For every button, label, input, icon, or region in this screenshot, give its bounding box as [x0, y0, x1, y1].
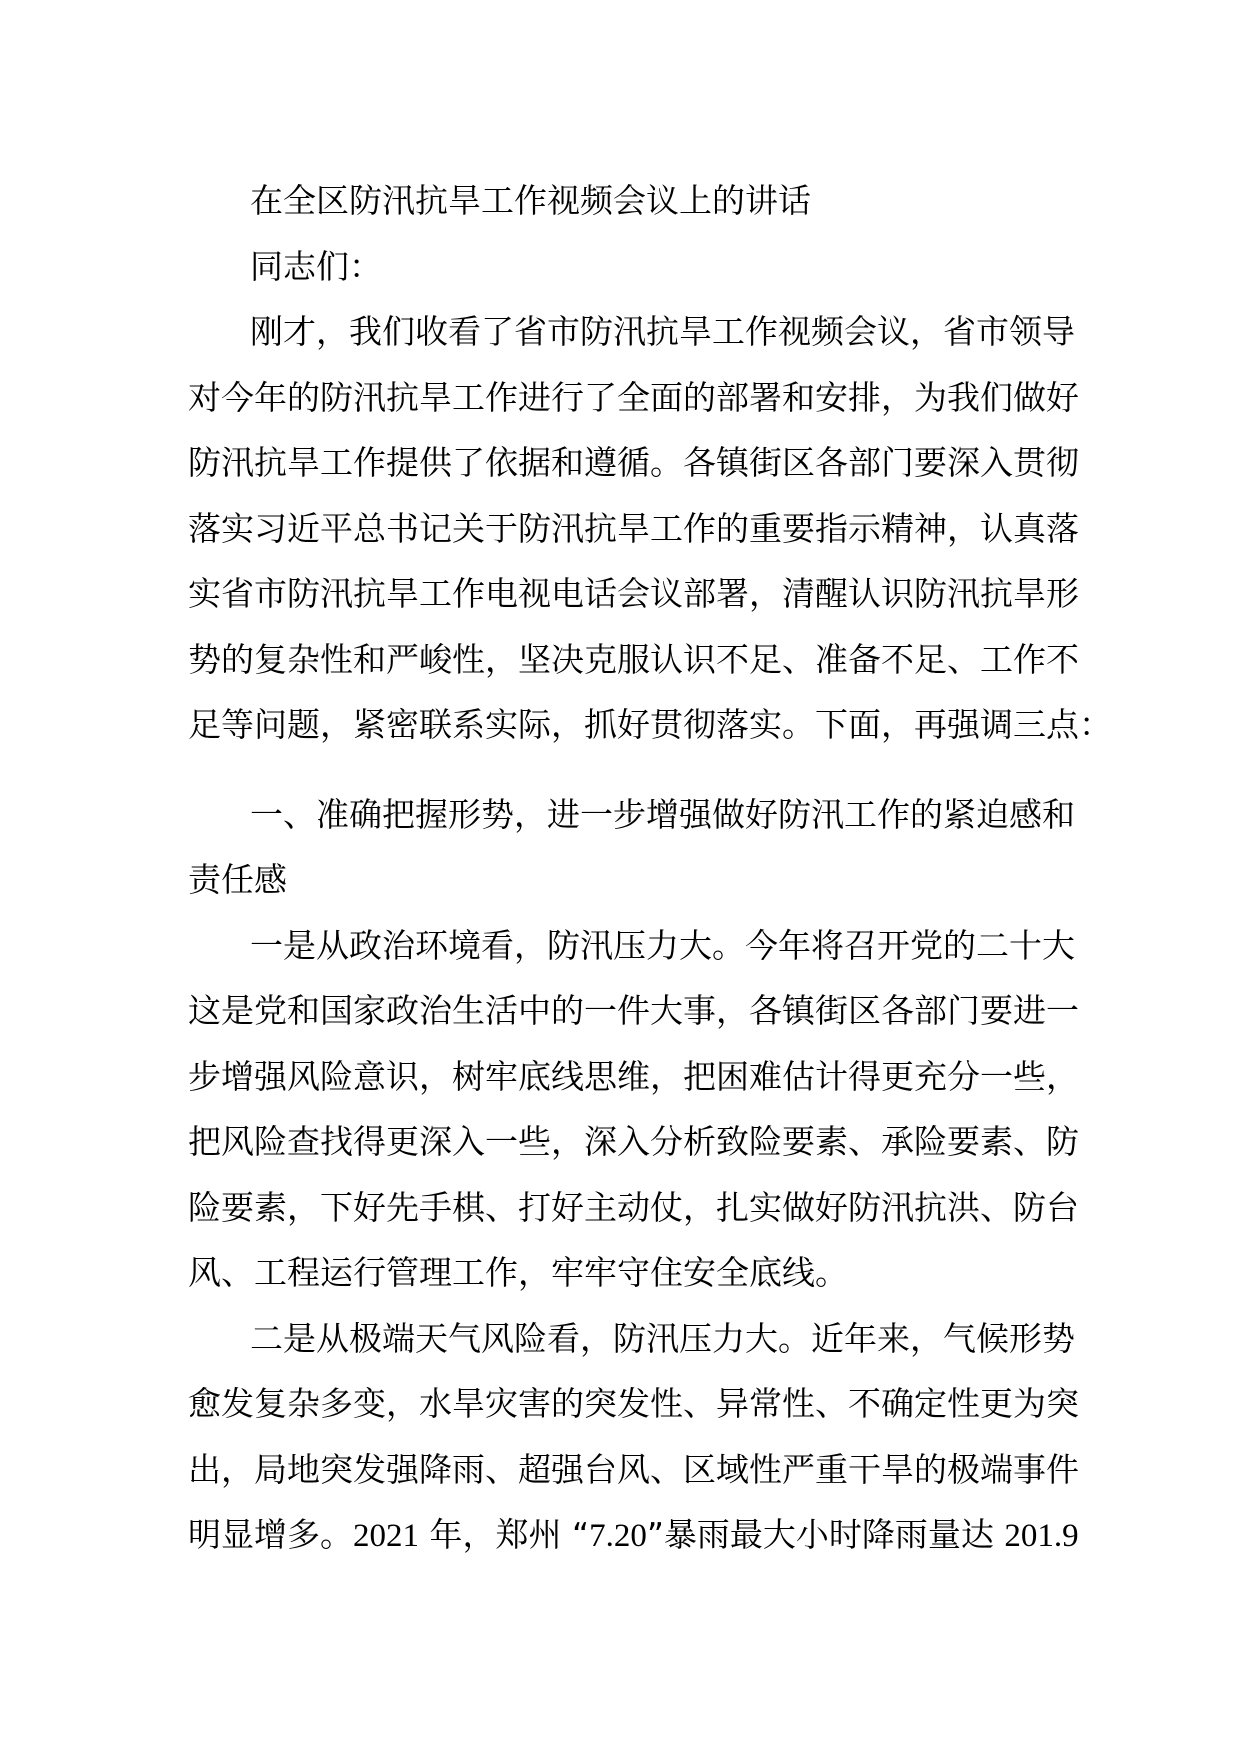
document-body — [188, 168, 1112, 1568]
intro-line: 防汛抗旱工作提供了依据和遵循。各镇街区各部门要深入贯彻 — [188, 443, 1079, 482]
text-segment: ”暴雨最大小时降雨量达 — [646, 1515, 1005, 1554]
intro-line: 足等问题，紧密联系实际，抓好贯彻落实。下面，再强调三点： — [188, 705, 1112, 744]
intro-line: 落实习近平总书记关于防汛抗旱工作的重要指示精神，认真落 — [188, 508, 1079, 548]
rainfall-value: 201.9 — [1004, 1518, 1079, 1554]
section-heading-line: 一、准确把握形势，进一步增强做好防汛工作的紧迫感和 — [250, 794, 1075, 834]
event-date: 7.20 — [589, 1518, 647, 1554]
paragraph-line: 这是党和国家政治生活中的一件大事，各镇街区各部门要进一 — [188, 991, 1079, 1030]
intro-line: 刚才，我们收看了省市防汛抗旱工作视频会议，省市领导 — [250, 312, 1075, 351]
paragraph-line: 出，局地突发强降雨、超强台风、区域性严重干旱的极端事件 — [188, 1449, 1079, 1489]
section-gap — [188, 758, 1058, 782]
paragraph-line: 一是从政治环境看，防汛压力大。今年将召开党的二十大 — [250, 925, 1075, 965]
intro-line: 对今年的防汛抗旱工作进行了全面的部署和安排，为我们做好 — [188, 377, 1079, 417]
paragraph-line: 风、工程运行管理工作，牢牢守住安全底线。 — [188, 1253, 848, 1292]
salutation: 同志们： — [250, 246, 382, 286]
text-segment: 年，郑州 “ — [419, 1515, 590, 1554]
year-number: 2021 — [353, 1518, 419, 1554]
intro-line: 实省市防汛抗旱工作电视电话会议部署，清醒认识防汛抗旱形 — [188, 574, 1079, 613]
document-title: 在全区防汛抗旱工作视频会议上的讲话 — [250, 181, 811, 220]
paragraph-line: 险要素，下好先手棋、打好主动仗，扎实做好防汛抗洪、防台 — [188, 1187, 1079, 1227]
paragraph-line: 步增强风险意识，树牢底线思维，把困难估计得更充分一些， — [188, 1056, 1079, 1096]
paragraph-last-line — [188, 1502, 1079, 1568]
text-segment: 明显增多。 — [188, 1515, 353, 1554]
section-heading-line: 责任感 — [188, 860, 287, 899]
paragraph-line: 二是从极端天气风险看，防汛压力大。近年来，气候形势 — [250, 1318, 1075, 1358]
paragraph-line: 愈发复杂多变，水旱灾害的突发性、异常性、不确定性更为突 — [188, 1384, 1079, 1423]
paragraph-line: 把风险查找得更深入一些，深入分析致险要素、承险要素、防 — [188, 1122, 1079, 1161]
intro-line: 势的复杂性和严峻性，坚决克服认识不足、准备不足、工作不 — [188, 639, 1079, 679]
